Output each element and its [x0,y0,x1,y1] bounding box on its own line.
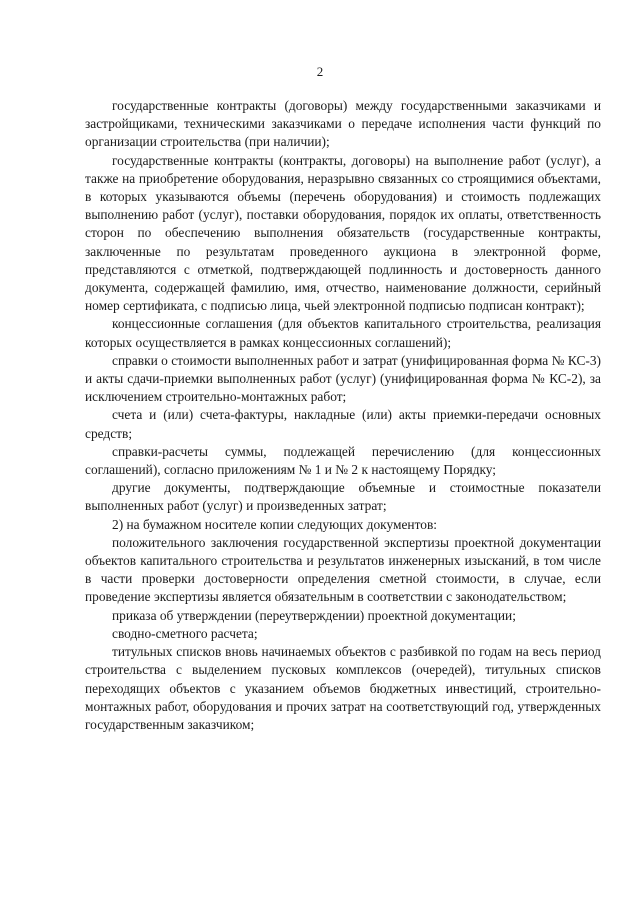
paragraph-expertise-conclusion: положительного заключения государственной экспертизы проектной документации объектов капитального строительства и результатов инженерных изысканий, в том числе в части проверки достоверности определения сметной стоимости, в случае, если проведение экспертизы является обязательным в соответствии с законодательством; [85,534,601,605]
document-body [85,97,601,734]
paragraph-settlement-certificates: справки-расчеты суммы, подлежащей перечислению (для концессионных соглашений), согласно приложениям № 1 и № 2 к настоящему Порядку; [85,443,601,478]
paragraph-ks3-ks2-certificates: справки о стоимости выполненных работ и затрат (унифицированная форма № КС-3) и акты сдачи-приемки выполненных работ (услуг) (унифицированная форма № КС-2), за исключением строительно-монтажных работ; [85,352,601,405]
paragraph-concession-agreements: концессионные соглашения (для объектов капитального строительства, реализация которых осуществляется в рамках концессионных соглашений); [85,316,601,350]
paragraph-summary-estimate: сводно-сметного расчета; [112,625,258,641]
paragraph-paper-copies-heading: 2) на бумажном носителе копии следующих документов: [112,516,437,532]
paragraph-other-documents: другие документы, подтверждающие объемные и стоимостные показатели выполненных работ (услуг) и произведенных затрат; [85,480,601,514]
paragraph-state-contracts-customers: государственные контракты (договоры) между государственными заказчиками и застройщиками, техническими заказчиками о передаче исполнения части функций по организации строительства (при наличии); [85,98,601,150]
page-number: 2 [316,64,324,79]
paragraph-approval-order: приказа об утверждении (переутверждении) проектной документации; [112,607,516,623]
paragraph-invoices: счета и (или) счета-фактуры, накладные (или) акты приемки-передачи основных средств; [85,407,601,441]
paragraph-title-lists: титульных списков вновь начинаемых объектов с разбивкой по годам на весь период строительства с выделением пусковых комплексов (очередей), титульных списков переходящих объектов с указанием объемов бюджетных инвестиций, строительно-монтажных работ, оборудования и прочих затрат на соответствующий год, утвержденных государственным заказчиком; [85,644,601,732]
paragraph-state-contracts-works: государственные контракты (контракты, договоры) на выполнение работ (услуг), а также на приобретение оборудования, неразрывно связанных со строящимися объектами, в которых указываются объемы (перечень оборудования) и стоимость подлежащих выполнению работ (услуг), поставки оборудования, порядок их оплаты, ответственность сторон по обеспечению выполнения обязательств (государственные контракты, заключенные по результатам проведенного аукциона в электронной форме, представляются с отметкой, подтверждающей подлинность и достоверность данного документа, содержащей фамилию, имя, отчество, наименование должности, серийный номер сертификата, с подписью лица, чьей электронной подписью подписан контракт); [85,152,601,314]
